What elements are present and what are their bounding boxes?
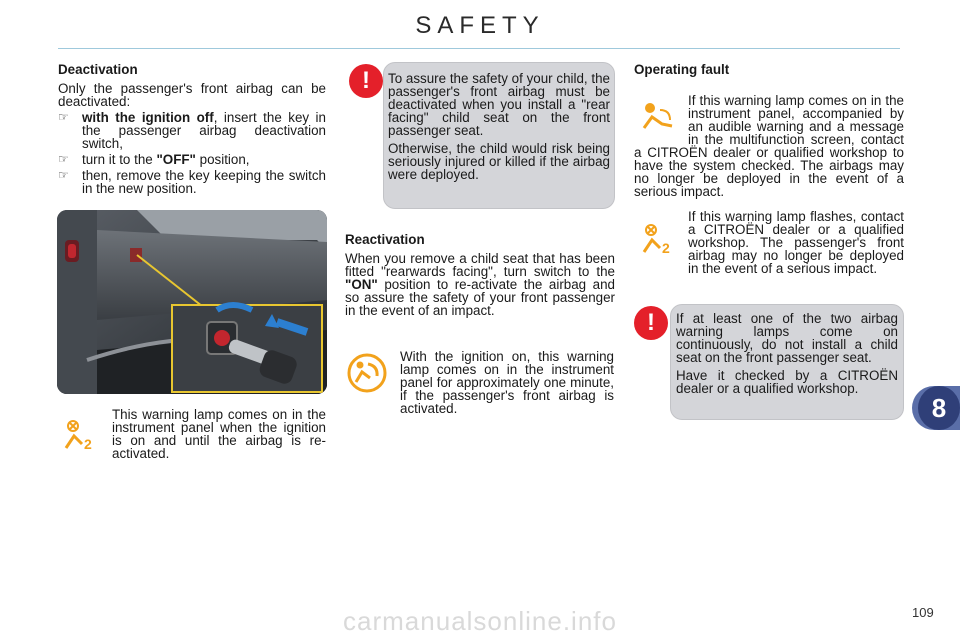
airbag-on-lamp-icon [346, 352, 388, 394]
lamp-description: This warning lamp comes on in the instrument panel when the ignition is on and until the airbag is re-activated. [112, 407, 326, 461]
warning-exclamation-icon: ! [634, 306, 668, 340]
warning-para: Have it checked by a CITROËN dealer or a qualified workshop. [676, 368, 898, 396]
warning-box-text [676, 312, 898, 395]
warning-para: To assure the safety of your child, the passenger's front airbag must be deactivated when you install a "rear facing" child seat on the front passenger seat. [388, 71, 610, 138]
chapter-number[interactable]: 8 [918, 386, 960, 430]
airbag-switch-photo [57, 210, 327, 394]
bullet-bold: with the ignition off [82, 110, 214, 125]
fault-description: If this warning lamp comes on in the instrument panel, accompanied by an audible warning and a message in the multifunction screen, contact a CITROËN dealer or qualified workshop to have the system checked. The airbags may no longer be deployed in the event of a serious impact. [634, 93, 904, 199]
hand-pointer-icon: ☞ [58, 110, 69, 124]
deactivation-heading: Deactivation [58, 62, 138, 77]
hand-pointer-icon: ☞ [58, 152, 69, 166]
reactivation-bold: "ON" [345, 277, 378, 292]
bullet-item [58, 153, 326, 166]
page-number: 109 [912, 605, 934, 620]
watermark: carmanualsonline.info [343, 606, 617, 636]
operating-fault-heading: Operating fault [634, 62, 730, 77]
deactivation-intro: Only the passenger's front airbag can be deactivated: [58, 81, 326, 109]
title-divider [58, 48, 900, 49]
reactivation-text-part: position to re-activate the airbag and so assure the safety of your front passenger in the event of an impact. [345, 277, 615, 318]
svg-text:2: 2 [662, 240, 670, 256]
reactivation-heading: Reactivation [345, 232, 425, 247]
page-title: SAFETY [415, 12, 545, 39]
fault-text [634, 94, 904, 198]
reactivation-section [345, 232, 615, 317]
reactivation-text [345, 252, 615, 317]
reactivation-text-part: When you remove a child seat that has been fitted "rearwards facing", turn switch to the [345, 251, 615, 279]
bullet-text: then, remove the key keeping the switch in the new position. [82, 168, 326, 196]
warning-box-text [388, 72, 610, 181]
text-wrap-spacer [634, 94, 688, 146]
bullet-text: position, [195, 152, 250, 167]
lamp-description: With the ignition on, this warning lamp comes on in the instrument panel for approximately one minute, if the passenger's front airbag is activated. [400, 349, 614, 416]
airbag-off-lamp-icon [62, 418, 100, 452]
hand-pointer-icon: ☞ [58, 168, 69, 182]
svg-text:2: 2 [84, 436, 92, 452]
bullet-bold: "OFF" [156, 152, 196, 167]
flash-text: If this warning lamp flashes, contact a CITROËN dealer or a qualified workshop. The passenger's front airbag may no longer be deployed in the event of a serious impact. [688, 209, 904, 276]
bullet-text: turn it to the [82, 152, 157, 167]
glovebox-illustration [57, 210, 327, 394]
warning-exclamation-icon: ! [349, 64, 383, 98]
deactivation-section [58, 62, 326, 195]
bullet-item [58, 111, 326, 150]
bullet-text: , insert the key in the passenger airbag deactivation switch, [82, 110, 326, 151]
warning-para: If at least one of the two airbag warning lamps come on continuously, do not install a child seat on the front passenger seat. [676, 311, 898, 365]
warning-para: Otherwise, the child would risk being seriously injured or killed if the airbag were deployed. [388, 141, 610, 182]
bullet-item [58, 169, 326, 195]
airbag-off-lamp-icon [640, 222, 678, 256]
